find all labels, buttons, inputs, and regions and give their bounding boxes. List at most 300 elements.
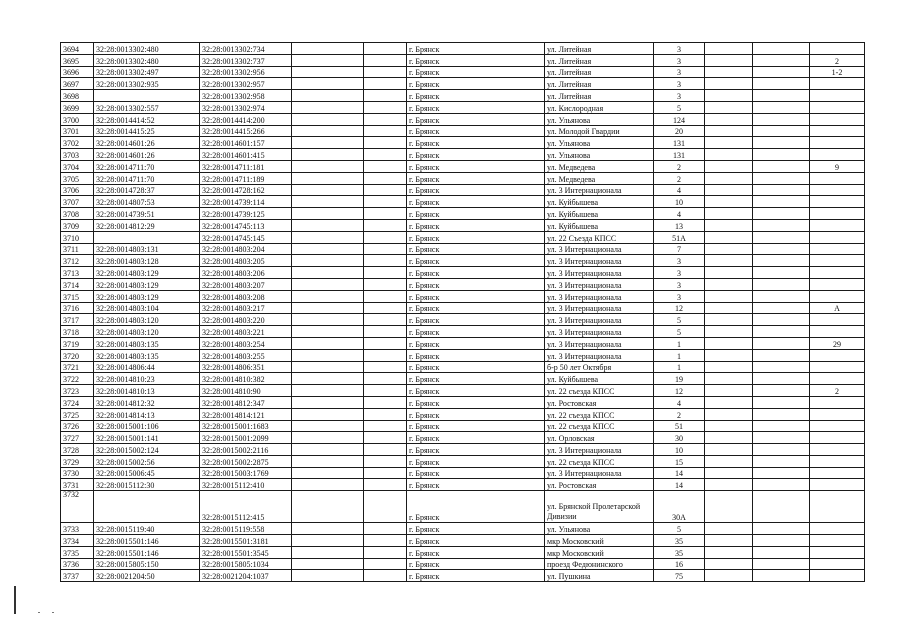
object-cadastral-number: 32:28:0014803:206 [200,267,292,279]
house-number-cell: 131 [654,149,705,161]
city-cell: г. Брянск [407,66,545,78]
table-row [61,479,865,491]
empty-cell [364,326,407,338]
empty-cell [753,196,810,208]
parcel-cadastral-number [94,90,200,102]
empty-cell [753,535,810,547]
object-cadastral-number: 32:28:0015001:2099 [200,432,292,444]
object-cadastral-number: 32:28:0014814:121 [200,408,292,420]
city-cell: г. Брянск [407,125,545,137]
city-cell: г. Брянск [407,314,545,326]
street-cell: ул. 3 Интернационала [545,337,654,349]
parcel-cadastral-number: 32:28:0014803:128 [94,255,200,267]
empty-cell [753,149,810,161]
street-cell: ул. Кислородная [545,101,654,113]
empty-cell [364,149,407,161]
empty-cell [705,137,753,149]
parcel-cadastral-number: 32:28:0014810:13 [94,385,200,397]
city-cell: г. Брянск [407,149,545,161]
street-cell: ул. 22 съезда КПСС [545,408,654,420]
parcel-cadastral-number: 32:28:0013302:935 [94,78,200,90]
apartment-cell: 29 [810,337,865,349]
empty-cell [753,479,810,491]
scan-edge-mark [14,586,16,614]
row-number: 3718 [61,326,94,338]
empty-cell [292,113,364,125]
row-number: 3702 [61,137,94,149]
house-number-cell: 1 [654,349,705,361]
object-cadastral-number: 32:28:0014810:382 [200,373,292,385]
city-cell: г. Брянск [407,302,545,314]
object-cadastral-number: 32:28:0014803:221 [200,326,292,338]
object-cadastral-number: 32:28:0015112:415 [200,491,292,523]
parcel-cadastral-number: 32:28:0014803:129 [94,290,200,302]
empty-cell [364,314,407,326]
row-number: 3699 [61,101,94,113]
house-number-cell: 3 [654,90,705,102]
city-cell: г. Брянск [407,444,545,456]
empty-cell [292,337,364,349]
table-row [61,113,865,125]
street-cell: проезд Федюнинского [545,558,654,570]
house-number-cell: 7 [654,243,705,255]
table-row [61,337,865,349]
empty-cell [705,160,753,172]
table-row [61,361,865,373]
object-cadastral-number: 32:28:0015002:2116 [200,444,292,456]
street-cell: ул. 3 Интернационала [545,184,654,196]
empty-cell [753,467,810,479]
scan-speck [38,612,40,613]
row-number: 3736 [61,558,94,570]
table-row [61,444,865,456]
parcel-cadastral-number: 32:28:0015119:40 [94,523,200,535]
parcel-cadastral-number: 32:28:0013302:497 [94,66,200,78]
street-cell: ул. 22 съезда КПСС [545,385,654,397]
empty-cell [753,101,810,113]
table-row [61,420,865,432]
row-number: 3700 [61,113,94,125]
empty-cell [753,78,810,90]
city-cell: г. Брянск [407,479,545,491]
empty-cell [753,113,810,125]
house-number-cell: 30А [654,491,705,523]
parcel-cadastral-number: 32:28:0014601:26 [94,137,200,149]
table-row [61,432,865,444]
city-cell: г. Брянск [407,570,545,582]
empty-cell [364,420,407,432]
object-cadastral-number: 32:28:0014745:113 [200,219,292,231]
empty-cell [753,444,810,456]
table-row [61,149,865,161]
empty-cell [292,408,364,420]
apartment-cell: 1-2 [810,66,865,78]
apartment-cell [810,314,865,326]
house-number-cell: 30 [654,432,705,444]
table-row [61,314,865,326]
city-cell: г. Брянск [407,196,545,208]
empty-cell [753,385,810,397]
house-number-cell: 1 [654,337,705,349]
empty-cell [364,467,407,479]
street-cell: ул. 3 Интернационала [545,349,654,361]
street-cell: ул. 3 Интернационала [545,255,654,267]
city-cell: г. Брянск [407,523,545,535]
empty-cell [292,255,364,267]
empty-cell [705,231,753,243]
city-cell: г. Брянск [407,546,545,558]
city-cell: г. Брянск [407,137,545,149]
empty-cell [753,314,810,326]
empty-cell [364,231,407,243]
city-cell: г. Брянск [407,267,545,279]
empty-cell [705,113,753,125]
empty-cell [705,66,753,78]
row-number: 3707 [61,196,94,208]
house-number-cell: 12 [654,302,705,314]
city-cell: г. Брянск [407,385,545,397]
empty-cell [364,361,407,373]
empty-cell [705,491,753,523]
empty-cell [364,208,407,220]
empty-cell [753,302,810,314]
city-cell: г. Брянск [407,420,545,432]
house-number-cell: 3 [654,78,705,90]
empty-cell [364,90,407,102]
table-row [61,467,865,479]
empty-cell [364,125,407,137]
empty-cell [364,54,407,66]
city-cell: г. Брянск [407,172,545,184]
house-number-cell: 16 [654,558,705,570]
object-cadastral-number: 32:28:0014601:415 [200,149,292,161]
empty-cell [705,326,753,338]
parcel-cadastral-number: 32:28:0014728:37 [94,184,200,196]
empty-cell [753,160,810,172]
parcel-cadastral-number: 32:28:0014601:26 [94,149,200,161]
empty-cell [705,184,753,196]
empty-cell [705,535,753,547]
empty-cell [364,455,407,467]
table-row [61,373,865,385]
row-number: 3703 [61,149,94,161]
row-number: 3728 [61,444,94,456]
table-row [61,160,865,172]
row-number: 3713 [61,267,94,279]
empty-cell [753,361,810,373]
house-number-cell: 20 [654,125,705,137]
empty-cell [705,101,753,113]
empty-cell [753,137,810,149]
apartment-cell [810,101,865,113]
row-number: 3726 [61,420,94,432]
city-cell: г. Брянск [407,408,545,420]
object-cadastral-number: 32:28:0014803:220 [200,314,292,326]
empty-cell [364,491,407,523]
empty-cell [705,302,753,314]
table-row [61,208,865,220]
empty-cell [705,172,753,184]
table-row [61,546,865,558]
empty-cell [705,396,753,408]
parcel-cadastral-number: 32:28:0015501:146 [94,535,200,547]
street-cell: ул. Литейная [545,43,654,55]
property-register-table [60,42,865,582]
empty-cell [364,546,407,558]
empty-cell [753,219,810,231]
parcel-cadastral-number: 32:28:0014803:129 [94,267,200,279]
street-cell: ул. 22 съезда КПСС [545,420,654,432]
parcel-cadastral-number: 32:28:0015006:45 [94,467,200,479]
empty-cell [753,255,810,267]
parcel-cadastral-number: 32:28:0013302:480 [94,43,200,55]
empty-cell [364,196,407,208]
city-cell: г. Брянск [407,349,545,361]
empty-cell [753,326,810,338]
apartment-cell [810,420,865,432]
empty-cell [705,149,753,161]
object-cadastral-number: 32:28:0014415:266 [200,125,292,137]
empty-cell [292,196,364,208]
empty-cell [705,558,753,570]
empty-cell [292,420,364,432]
empty-cell [364,290,407,302]
house-number-cell: 2 [654,408,705,420]
city-cell: г. Брянск [407,208,545,220]
apartment-cell [810,172,865,184]
apartment-cell [810,396,865,408]
empty-cell [292,314,364,326]
empty-cell [364,137,407,149]
parcel-cadastral-number: 32:28:0015002:56 [94,455,200,467]
empty-cell [292,137,364,149]
city-cell: г. Брянск [407,535,545,547]
object-cadastral-number: 32:28:0014711:189 [200,172,292,184]
parcel-cadastral-number: 32:28:0015112:30 [94,479,200,491]
row-number: 3711 [61,243,94,255]
object-cadastral-number: 32:28:0014803:254 [200,337,292,349]
empty-cell [292,546,364,558]
empty-cell [753,491,810,523]
street-cell: мкр Московский [545,535,654,547]
empty-cell [292,125,364,137]
city-cell: г. Брянск [407,361,545,373]
table-row [61,570,865,582]
empty-cell [705,125,753,137]
table-row [61,326,865,338]
apartment-cell [810,570,865,582]
street-cell: ул. Куйбышева [545,219,654,231]
apartment-cell: 9 [810,160,865,172]
city-cell: г. Брянск [407,337,545,349]
city-cell: г. Брянск [407,184,545,196]
street-cell: б-р 50 лет Октября [545,361,654,373]
row-number: 3737 [61,570,94,582]
empty-cell [364,570,407,582]
empty-cell [705,43,753,55]
row-number: 3727 [61,432,94,444]
city-cell: г. Брянск [407,467,545,479]
apartment-cell [810,479,865,491]
empty-cell [753,208,810,220]
city-cell: г. Брянск [407,558,545,570]
street-cell: ул. 3 Интернационала [545,243,654,255]
house-number-cell: 10 [654,196,705,208]
city-cell: г. Брянск [407,219,545,231]
apartment-cell [810,373,865,385]
apartment-cell [810,78,865,90]
empty-cell [753,66,810,78]
empty-cell [753,43,810,55]
city-cell: г. Брянск [407,290,545,302]
house-number-cell: 131 [654,137,705,149]
apartment-cell: 2 [810,54,865,66]
apartment-cell [810,149,865,161]
empty-cell [364,43,407,55]
empty-cell [705,349,753,361]
object-cadastral-number: 32:28:0015001:1683 [200,420,292,432]
object-cadastral-number: 32:28:0015501:3545 [200,546,292,558]
apartment-cell [810,408,865,420]
empty-cell [753,90,810,102]
street-cell: ул. Ульянова [545,113,654,125]
house-number-cell: 14 [654,467,705,479]
table-row [61,558,865,570]
empty-cell [364,184,407,196]
apartment-cell: 2 [810,385,865,397]
object-cadastral-number: 32:28:0014711:181 [200,160,292,172]
apartment-cell [810,125,865,137]
house-number-cell: 5 [654,101,705,113]
empty-cell [705,243,753,255]
row-number: 3709 [61,219,94,231]
empty-cell [705,78,753,90]
empty-cell [292,326,364,338]
parcel-cadastral-number: 32:28:0015001:141 [94,432,200,444]
row-number: 3710 [61,231,94,243]
empty-cell [364,172,407,184]
object-cadastral-number: 32:28:0013302:734 [200,43,292,55]
object-cadastral-number: 32:28:0013302:737 [200,54,292,66]
table-row [61,255,865,267]
table-row [61,491,865,523]
city-cell: г. Брянск [407,78,545,90]
row-number: 3719 [61,337,94,349]
empty-cell [705,54,753,66]
object-cadastral-number: 32:28:0014803:208 [200,290,292,302]
apartment-cell [810,290,865,302]
apartment-cell [810,491,865,523]
empty-cell [292,172,364,184]
row-number: 3717 [61,314,94,326]
empty-cell [753,278,810,290]
empty-cell [292,444,364,456]
street-cell: ул. 3 Интернационала [545,467,654,479]
empty-cell [292,101,364,113]
empty-cell [705,546,753,558]
house-number-cell: 10 [654,444,705,456]
street-cell: ул. Брянской Пролетарской Дивизии [545,491,654,523]
empty-cell [705,408,753,420]
parcel-cadastral-number: 32:28:0014807:53 [94,196,200,208]
empty-cell [364,535,407,547]
table-row [61,290,865,302]
parcel-cadastral-number: 32:28:0014414:52 [94,113,200,125]
table-row [61,125,865,137]
street-cell: ул. Медведева [545,160,654,172]
empty-cell [364,255,407,267]
apartment-cell: А [810,302,865,314]
street-cell: ул. Ульянова [545,149,654,161]
apartment-cell [810,523,865,535]
house-number-cell: 3 [654,267,705,279]
row-number: 3723 [61,385,94,397]
apartment-cell [810,267,865,279]
table-row [61,243,865,255]
empty-cell [364,337,407,349]
object-cadastral-number: 32:28:0014803:204 [200,243,292,255]
parcel-cadastral-number: 32:28:0014803:131 [94,243,200,255]
empty-cell [705,267,753,279]
city-cell: г. Брянск [407,231,545,243]
street-cell: ул. Куйбышева [545,208,654,220]
apartment-cell [810,326,865,338]
empty-cell [705,196,753,208]
parcel-cadastral-number: 32:28:0013302:480 [94,54,200,66]
empty-cell [292,467,364,479]
empty-cell [705,90,753,102]
street-cell: ул. Медведева [545,172,654,184]
object-cadastral-number: 32:28:0015003:1769 [200,467,292,479]
object-cadastral-number: 32:28:0014414:200 [200,113,292,125]
apartment-cell [810,243,865,255]
city-cell: г. Брянск [407,43,545,55]
empty-cell [364,267,407,279]
street-cell: ул. 3 Интернационала [545,314,654,326]
empty-cell [364,479,407,491]
apartment-cell [810,361,865,373]
street-cell: ул. 3 Интернационала [545,326,654,338]
empty-cell [364,523,407,535]
table-row [61,396,865,408]
object-cadastral-number: 32:28:0015501:3181 [200,535,292,547]
apartment-cell [810,455,865,467]
street-cell: ул. 22 съезда КПСС [545,455,654,467]
house-number-cell: 35 [654,546,705,558]
table-row [61,66,865,78]
empty-cell [753,231,810,243]
empty-cell [292,66,364,78]
row-number: 3695 [61,54,94,66]
empty-cell [364,78,407,90]
object-cadastral-number: 32:28:0014812:347 [200,396,292,408]
empty-cell [705,467,753,479]
house-number-cell: 4 [654,396,705,408]
object-cadastral-number: 32:28:0015805:1034 [200,558,292,570]
object-cadastral-number: 32:28:0015002:2875 [200,455,292,467]
empty-cell [753,290,810,302]
empty-cell [292,219,364,231]
house-number-cell: 5 [654,523,705,535]
empty-cell [292,361,364,373]
apartment-cell [810,90,865,102]
street-cell: мкр Московский [545,546,654,558]
row-number: 3698 [61,90,94,102]
house-number-cell: 124 [654,113,705,125]
house-number-cell: 12 [654,385,705,397]
city-cell: г. Брянск [407,491,545,523]
street-cell: ул. 3 Интернационала [545,278,654,290]
